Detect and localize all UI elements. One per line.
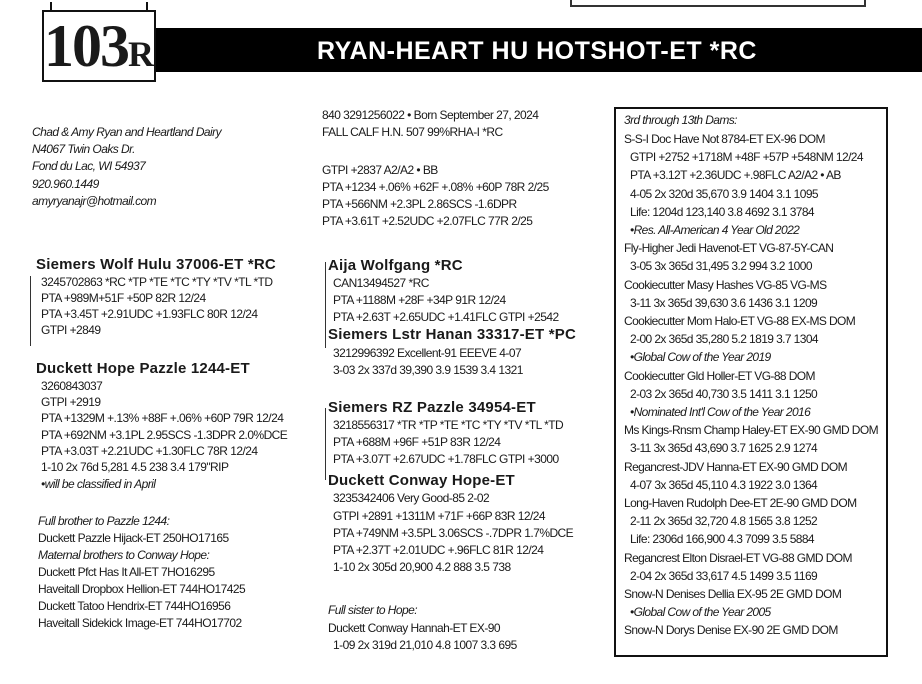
gdam-line: 3-03 2x 337d 39,390 3.9 1539 3.4 1321: [333, 363, 523, 377]
dam-entry-record: 2-04 2x 365d 33,617 4.5 1499 3.5 1169: [630, 568, 818, 583]
sister-label: Full sister to Hope:: [328, 603, 418, 617]
dam-name: Duckett Hope Pazzle 1244-ET: [36, 360, 250, 377]
dam-line: PTA +692NM +3.1PL 2.95SCS -1.3DPR 2.0%DCE: [41, 428, 288, 442]
pazzle-name: Siemers RZ Pazzle 34954-ET: [328, 399, 536, 416]
lot-number-box: [42, 10, 156, 82]
dam-entry-name: Cookiecutter Masy Hashes VG-85 VG-MS: [624, 277, 827, 292]
dam-line: 3260843037: [41, 379, 103, 393]
dam-entry-record: Life: 1204d 123,140 3.8 4692 3.1 3784: [630, 204, 814, 219]
brother-item: Duckett Tatoo Hendrix-ET 744HO16956: [38, 599, 231, 613]
dam-entry-name: Fly-Higher Jedi Havenot-ET VG-87-5Y-CAN: [624, 241, 834, 256]
dam-entry-name: Regancrest Elton Disrael-ET VG-88 GMD DOM: [624, 550, 852, 565]
top-frame-edge: [570, 0, 866, 7]
pedigree-bracket: [30, 276, 31, 346]
lot-digits: 103: [44, 13, 128, 79]
pazzle-line: PTA +688M +96F +51P 83R 12/24: [333, 435, 501, 449]
mgs-line: CAN13494527 *RC: [333, 276, 429, 290]
calf-line: PTA +1234 +.06% +62F +.08% +60P 78R 2/25: [322, 180, 549, 194]
dam-line: GTPI +2919: [41, 395, 101, 409]
dam-entry-record: 3-11 3x 365d 39,630 3.6 1436 3.1 1209: [630, 295, 818, 310]
dam-entry-record: 3-11 3x 365d 43,690 3.7 1625 2.9 1274: [630, 441, 818, 456]
gdam-line: 3212996392 Excellent-91 EEEVE 4-07: [333, 346, 522, 360]
conway-name: Duckett Conway Hope-ET: [328, 472, 515, 489]
sister-record: 1-09 2x 319d 21,010 4.8 1007 3.3 695: [333, 638, 517, 652]
dam-entry-record: 2-03 2x 365d 40,730 3.5 1411 3.1 1250: [630, 386, 818, 401]
dam-note: •will be classified in April: [41, 477, 156, 491]
lot-suffix: R: [128, 34, 154, 74]
dam-entry-record: 3-05 3x 365d 31,495 3.2 994 3.2 1000: [630, 259, 812, 274]
calf-line: PTA +3.61T +2.52UDC +2.07FLC 77R 2/25: [322, 214, 533, 228]
pedigree-bracket: [325, 408, 326, 480]
page-title: RYAN-HEART HU HOTSHOT-ET *RC: [317, 37, 757, 65]
dam-entry-name: S-S-I Doc Have Not 8784-ET EX-96 DOM: [624, 132, 825, 146]
gdam-name: Siemers Lstr Hanan 33317-ET *PC: [328, 326, 576, 343]
dam-entry-name: Snow-N Dorys Denise EX-90 2E GMD DOM: [624, 623, 838, 638]
dam-entry-record: GTPI +2752 +1718M +48F +57P +548NM 12/24: [630, 150, 863, 165]
pazzle-line: 3218556317 *TR *TP *TE *TC *TY *TV *TL *TD: [333, 418, 564, 432]
dam-entry-name: Long-Haven Rudolph Dee-ET 2E-90 GMD DOM: [624, 496, 857, 510]
conway-line: 1-10 2x 305d 20,900 4.2 888 3.5 738: [333, 560, 511, 574]
brothers-label: Full brother to Pazzle 1244:: [38, 514, 170, 528]
dams-heading: 3rd through 13th Dams:: [624, 113, 737, 127]
sire-line: GTPI +2849: [41, 323, 101, 337]
sire-line: PTA +3.45T +2.91UDC +1.93FLC 80R 12/24: [41, 307, 258, 321]
conway-line: 3235342406 Very Good-85 2-02: [333, 491, 490, 505]
dam-entry-record: Life: 2306d 166,900 4.3 7099 3.5 5884: [630, 532, 814, 547]
dam-line: PTA +1329M +.13% +88F +.06% +60P 79R 12/24: [41, 411, 284, 425]
calf-line: FALL CALF H.N. 507 99%RHA-I *RC: [322, 125, 503, 139]
dam-entry-name: Snow-N Denises Dellia EX-95 2E GMD DOM: [624, 587, 842, 601]
dam-entry-record: 2-11 2x 365d 32,720 4.8 1565 3.8 1252: [630, 514, 818, 529]
dam-entry-name: Ms Kings-Rnsm Champ Haley-ET EX-90 GMD DOM: [624, 423, 878, 438]
dam-entry-record: 4-05 2x 320d 35,670 3.9 1404 3.1 1095: [630, 186, 818, 201]
sire-line: 3245702863 *RC *TP *TE *TC *TY *TV *TL *TD: [41, 275, 273, 289]
conway-line: PTA +2.37T +2.01UDC +.96FLC 81R 12/24: [333, 543, 544, 557]
consignor-line: N4067 Twin Oaks Dr.: [32, 142, 135, 156]
brother-item: Duckett Pazzle Hijack-ET 250HO17165: [38, 531, 229, 545]
consignor-line: 920.960.1449: [32, 177, 99, 191]
consignor-line: Chad & Amy Ryan and Heartland Dairy: [32, 125, 222, 139]
dam-entry-honor: •Global Cow of the Year 2019: [630, 350, 771, 365]
consignor-email: amyryanajr@hotmail.com: [32, 194, 157, 208]
dam-entry-record: 4-07 3x 365d 45,110 4.3 1922 3.0 1364: [630, 477, 818, 492]
mgs-name: Aija Wolfgang *RC: [328, 257, 463, 274]
dam-entry-record: 2-00 2x 365d 35,280 5.2 1819 3.7 1304: [630, 332, 818, 347]
dam-entry-record: PTA +3.12T +2.36UDC +.98FLC A2/A2 • AB: [630, 168, 841, 183]
brothers-label: Maternal brothers to Conway Hope:: [38, 548, 210, 562]
calf-line: PTA +566NM +2.3PL 2.86SCS -1.6DPR: [322, 197, 517, 211]
dam-entry-name: Regancrest-JDV Hanna-ET EX-90 GMD DOM: [624, 459, 847, 474]
pazzle-line: PTA +3.07T +2.67UDC +1.78FLC GTPI +3000: [333, 452, 559, 466]
brother-item: Haveitall Sidekick Image-ET 744HO17702: [38, 616, 242, 630]
pedigree-bracket: [325, 262, 326, 348]
dam-line: PTA +3.03T +2.21UDC +1.30FLC 78R 12/24: [41, 444, 258, 458]
calf-line: GTPI +2837 A2/A2 • BB: [322, 163, 438, 177]
dam-entry-name: Cookiecutter Gld Holler-ET VG-88 DOM: [624, 368, 815, 383]
conway-line: GTPI +2891 +1311M +71F +66P 83R 12/24: [333, 509, 546, 523]
dam-entry-honor: •Res. All-American 4 Year Old 2022: [630, 223, 800, 237]
conway-line: PTA +749NM +3.5PL 3.06SCS -.7DPR 1.7%DCE: [333, 526, 574, 540]
lot-number: [44, 10, 154, 90]
consignor-line: Fond du Lac, WI 54937: [32, 159, 146, 173]
calf-line: 840 3291256022 • Born September 27, 2024: [322, 108, 539, 122]
dam-entry-honor: •Nominated Int'l Cow of the Year 2016: [630, 405, 811, 419]
dams-box: [614, 107, 888, 657]
sire-line: PTA +989M+51F +50P 82R 12/24: [41, 291, 206, 305]
mgs-line: PTA +2.63T +2.65UDC +1.41FLC GTPI +2542: [333, 310, 559, 324]
dam-line: 1-10 2x 76d 5,281 4.5 238 3.4 179"RIP: [41, 460, 229, 474]
dam-entry-name: Cookiecutter Mom Halo-ET VG-88 EX-MS DOM: [624, 314, 856, 328]
brother-item: Duckett Pfct Has It All-ET 7HO16295: [38, 565, 215, 579]
sister-name: Duckett Conway Hannah-ET EX-90: [328, 621, 501, 635]
mgs-line: PTA +1188M +28F +34P 91R 12/24: [333, 293, 506, 307]
dam-entry-honor: •Global Cow of the Year 2005: [630, 605, 771, 620]
brother-item: Haveitall Dropbox Hellion-ET 744HO17425: [38, 582, 246, 596]
sire-name: Siemers Wolf Hulu 37006-ET *RC: [36, 256, 276, 273]
